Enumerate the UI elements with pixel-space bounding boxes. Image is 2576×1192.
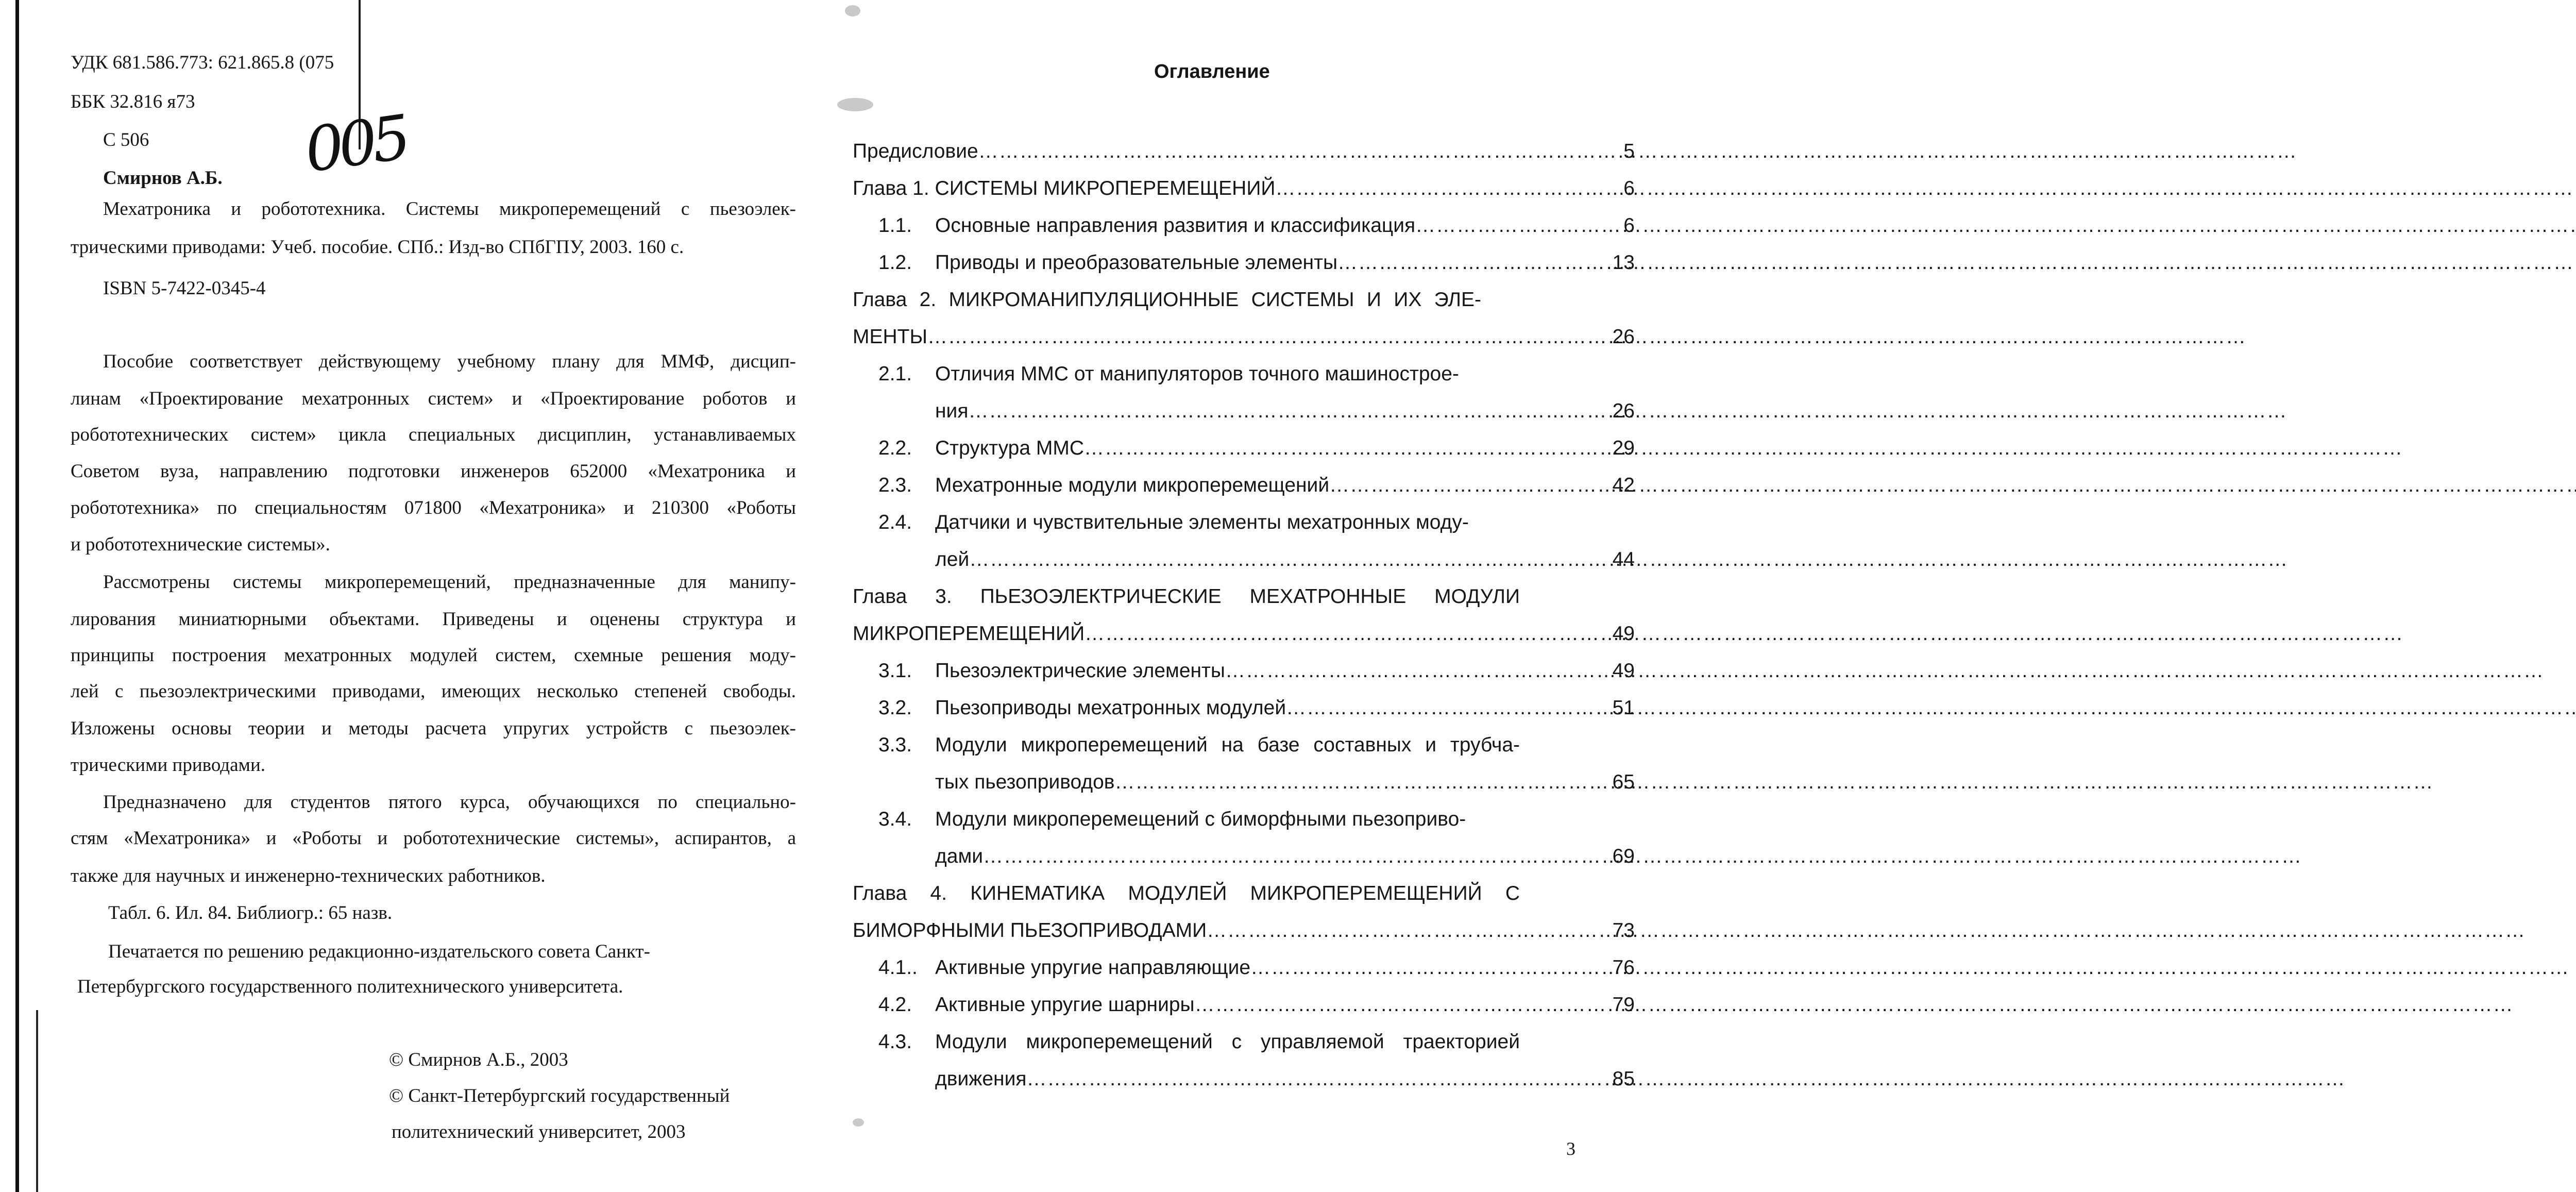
copyright-university: политехнический университет, 2003 xyxy=(392,1121,686,1143)
leader-dots xyxy=(1084,623,2403,645)
toc-page-number: 13 xyxy=(1612,251,1635,274)
library-cipher: С 506 xyxy=(103,129,149,150)
toc-entry xyxy=(853,437,1656,460)
toc-entry-title: Мехатронные модули микроперемещений xyxy=(935,474,1330,496)
toc-entry xyxy=(853,845,1656,868)
annotation-line: Советом вуза, направлению подготовки инженеров 652000 «Мехатроника и xyxy=(71,461,796,482)
annotation-line: Пособие соответствует действующему учебному плану для ММФ, дисцип- xyxy=(103,351,796,372)
leader-dots xyxy=(1026,1068,2345,1090)
toc-entry-title: Глава 3. ПЬЕЗОЭЛЕКТРИЧЕСКИЕ МЕХАТРОННЫЕ МОДУЛИ xyxy=(853,585,1520,608)
isbn: ISBN 5-7422-0345-4 xyxy=(103,278,266,299)
imprint-page xyxy=(0,0,824,1192)
toc-page-number: 73 xyxy=(1612,919,1635,942)
toc-entry xyxy=(853,919,1656,942)
page-number: 3 xyxy=(1566,1138,1575,1159)
toc-entry-title: Предисловие xyxy=(853,140,978,162)
toc-entry-title: ния xyxy=(935,400,969,422)
handwritten-mark: 005 xyxy=(300,102,410,186)
contents-page xyxy=(824,0,1635,1192)
toc-entry-title: МИКРОПЕРЕМЕЩЕНИЙ xyxy=(853,623,1085,645)
toc-page-number: 29 xyxy=(1612,437,1635,459)
leader-dots xyxy=(1329,474,2576,497)
bbk-code: ББК 32.816 я73 xyxy=(71,91,195,112)
leader-dots xyxy=(1337,251,2576,274)
annotation-line: лей с пьезоэлектрическими приводами, имеющих несколько степеней свободы. xyxy=(71,681,796,702)
leader-dots xyxy=(1225,660,2544,682)
toc-page-number: 6 xyxy=(1623,214,1635,237)
toc-entry-title: Глава 1. СИСТЕМЫ МИКРОПЕРЕМЕЩЕНИЙ xyxy=(853,177,1276,199)
section-number: 3.1. xyxy=(878,660,912,682)
annotation-line: робототехнических систем» цикла специальных дисциплин, устанавливаемых xyxy=(71,424,796,445)
section-number: 3.2. xyxy=(878,697,912,719)
print-note: Печатается по решению редакционно-издательского совета Санкт- xyxy=(108,941,650,962)
section-number: 2.3. xyxy=(878,474,912,496)
toc-entry xyxy=(853,808,1656,831)
leader-dots xyxy=(1207,919,2526,942)
toc-page-number: 49 xyxy=(1612,623,1635,645)
toc-entry xyxy=(853,363,1656,385)
toc-entry-title: движения xyxy=(935,1068,1027,1090)
toc-page-number: 76 xyxy=(1612,956,1635,979)
section-number: 2.2. xyxy=(878,437,912,459)
toc-entry-title: тых пьезоприводов xyxy=(935,771,1115,793)
section-number: 3.3. xyxy=(878,734,912,756)
toc-entry-title: Пьезоэлектрические элементы xyxy=(935,660,1225,682)
section-number: 1.2. xyxy=(878,251,912,274)
biblio-line: Мехатроника и робототехника. Системы микроперемещений с пьезоэлек- xyxy=(103,198,796,220)
toc-entry xyxy=(853,177,1656,200)
toc-entry xyxy=(853,994,1656,1016)
toc-entry-title: дами xyxy=(935,845,984,867)
toc-entry-title: Пьезоприводы мехатронных модулей xyxy=(935,697,1286,719)
copyright-university: © Санкт-Петербургский государственный xyxy=(389,1085,730,1106)
leader-dots xyxy=(1286,697,2576,719)
toc-page-number: 49 xyxy=(1612,660,1635,682)
toc-page-number: 44 xyxy=(1612,548,1635,570)
toc-entry xyxy=(853,251,1656,274)
section-number: 4.3. xyxy=(878,1031,912,1053)
toc-entry-title: Модули микроперемещений с управляемой траекторией xyxy=(935,1031,1520,1053)
toc-entry xyxy=(853,623,1656,645)
leader-dots xyxy=(1250,956,2569,979)
leader-dots xyxy=(1195,994,2514,1016)
toc-entry-title: Датчики и чувствительные элементы мехатронных моду- xyxy=(935,511,1469,533)
leader-dots xyxy=(1115,771,2434,794)
toc-entry-title: Отличия ММС от манипуляторов точного машинострое- xyxy=(935,363,1459,385)
toc-entry xyxy=(853,140,1656,163)
author-name: Смирнов А.Б. xyxy=(103,167,223,189)
toc-page-number: 26 xyxy=(1612,400,1635,422)
toc-page-number: 65 xyxy=(1612,771,1635,793)
annotation-line: также для научных и инженерно-технических работников. xyxy=(71,865,546,886)
toc-entry-title: Модули микроперемещений на базе составных и трубча- xyxy=(935,734,1520,756)
toc-entry xyxy=(853,1068,1656,1090)
toc-entry xyxy=(853,400,1656,423)
section-number: 4.1.. xyxy=(878,956,918,979)
leader-dots xyxy=(927,326,2246,348)
toc-entry-title: лей xyxy=(935,548,970,570)
toc-entry-title: Модули микроперемещений с биморфными пьезоприво- xyxy=(935,808,1466,830)
copyright-author: © Смирнов А.Б., 2003 xyxy=(389,1049,568,1070)
annotation-line: робототехника» по специальностям 071800 «Мехатроника» и 210300 «Роботы xyxy=(71,497,796,518)
biblio-line: трическими приводами: Учеб. пособие. СПб.: Изд-во СПбГПУ, 2003. 160 с. xyxy=(71,237,684,258)
toc-page-number: 5 xyxy=(1623,140,1635,162)
annotation-line: Изложены основы теории и методы расчета упругих устройств с пьезоэлек- xyxy=(71,718,796,739)
section-number: 2.4. xyxy=(878,511,912,533)
toc-entry-title: Структура ММС xyxy=(935,437,1084,459)
toc-page-number: 42 xyxy=(1612,474,1635,496)
toc-entry xyxy=(853,771,1656,794)
toc-page-number: 26 xyxy=(1612,326,1635,348)
section-number: 3.4. xyxy=(878,808,912,830)
toc-entry-title: Активные упругие направляющие xyxy=(935,956,1251,979)
toc-entry xyxy=(853,956,1656,979)
annotation-line: Рассмотрены системы микроперемещений, предназначенные для манипу- xyxy=(103,572,796,593)
toc-entry-title: Активные упругие шарниры xyxy=(935,994,1195,1016)
toc-page-number: 69 xyxy=(1612,845,1635,867)
toc-entry xyxy=(853,474,1656,497)
leader-dots xyxy=(1275,177,2576,200)
annotation-line: принципы построения мехатронных модулей систем, схемные решения моду- xyxy=(71,645,796,666)
toc-entry-title: Приводы и преобразовательные элементы xyxy=(935,251,1337,274)
page-title: Оглавление xyxy=(1154,61,1270,82)
toc-entry xyxy=(853,214,1656,237)
toc-entry xyxy=(853,1031,1656,1053)
section-number: 1.1. xyxy=(878,214,912,237)
annotation-line: Предназначено для студентов пятого курса, обучающихся по специально- xyxy=(103,792,796,813)
toc-entry-title: МЕНТЫ xyxy=(853,326,928,348)
toc-page-number: 85 xyxy=(1612,1068,1635,1090)
leader-dots xyxy=(978,140,2297,163)
annotation-line: линам «Проектирование мехатронных систем» и «Проектирование роботов и xyxy=(71,388,796,409)
toc-page-number: 79 xyxy=(1612,994,1635,1016)
print-note: Петербургского государственного политехнического университета. xyxy=(77,976,623,997)
udc-code: УДК 681.586.773: 621.865.8 (075 xyxy=(71,52,334,73)
leader-dots xyxy=(1084,437,2403,460)
annotation-line: стям «Мехатроника» и «Роботы и робототехнические системы», аспирантов, а xyxy=(71,828,796,849)
toc-entry-title: Глава 2. МИКРОМАНИПУЛЯЦИОННЫЕ СИСТЕМЫ И ИХ ЭЛЕ- xyxy=(853,289,1481,311)
toc-entry xyxy=(853,697,1656,719)
toc-entry xyxy=(853,734,1656,757)
toc-entry xyxy=(853,660,1656,682)
section-number: 4.2. xyxy=(878,994,912,1016)
toc-entry-title: Глава 4. КИНЕМАТИКА МОДУЛЕЙ МИКРОПЕРЕМЕЩЕНИЙ С xyxy=(853,882,1520,904)
toc-page-number: 6 xyxy=(1623,177,1635,199)
annotation-line: и робототехнические системы». xyxy=(71,534,330,555)
annotation-line: трическими приводами. xyxy=(71,754,266,776)
toc-entry xyxy=(853,548,1656,571)
tables-figures-count: Табл. 6. Ил. 84. Библиогр.: 65 назв. xyxy=(108,902,393,924)
toc-entry-title: БИМОРФНЫМИ ПЬЕЗОПРИВОДАМИ xyxy=(853,919,1207,942)
toc-entry xyxy=(853,511,1656,534)
annotation-line: лирования миниатюрными объектами. Приведены и оценены структура и xyxy=(71,609,796,630)
section-number: 2.1. xyxy=(878,363,912,385)
toc-page-number: 51 xyxy=(1612,697,1635,719)
toc-entry-title: Основные направления развития и классификация xyxy=(935,214,1416,237)
leader-dots xyxy=(983,845,2302,868)
toc-entry xyxy=(853,326,1656,348)
